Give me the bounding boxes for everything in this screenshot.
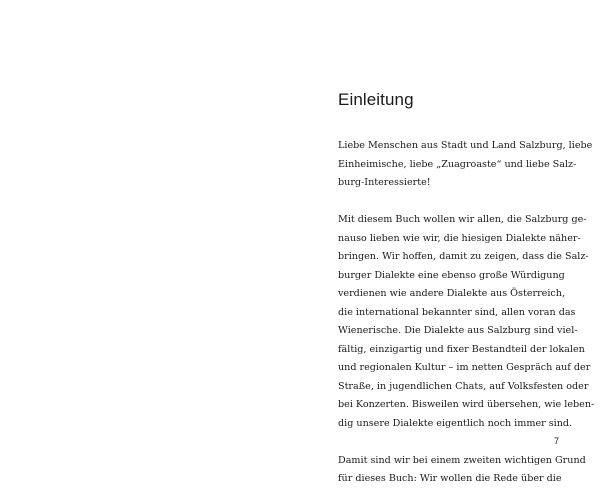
text-line: fältig, einzigartig und fixer Bestandteil der lokalen xyxy=(338,343,585,355)
text-line: die international bekannter sind, allen voran das xyxy=(338,306,576,318)
paragraph-gap xyxy=(338,433,560,452)
body-text xyxy=(338,137,595,489)
left-page-blank xyxy=(0,0,300,469)
text-line: für dieses Buch: Wir wollen die Rede über die xyxy=(338,473,562,484)
chapter-title: Einleitung xyxy=(338,90,414,109)
text-line: verdienen wie andere Dialekte aus Österreich, xyxy=(338,288,566,299)
paragraph-second-reason xyxy=(338,452,586,489)
text-line: burg-Interessierte! xyxy=(338,177,431,188)
page-number: 7 xyxy=(554,436,560,446)
text-line: Damit sind wir bei einem zweiten wichtigen Grund xyxy=(338,454,586,466)
text-line: und regionalen Kultur – im netten Gespräch auf der xyxy=(338,362,591,373)
text-line: bei Konzerten. Bisweilen wird übersehen, wie leben- xyxy=(338,399,595,410)
text-line: nauso lieben wie wir, die hiesigen Dialekte näher- xyxy=(338,232,581,244)
text-line: Einheimische, liebe „Zuagroaste“ und liebe Salz- xyxy=(338,158,577,170)
text-line: Liebe Menschen aus Stadt und Land Salzburg, liebe xyxy=(338,140,593,151)
text-line: burger Dialekte eine ebenso große Würdigung xyxy=(338,269,565,281)
text-line: Straße, in jugendlichen Chats, auf Volksfesten oder xyxy=(338,380,589,392)
paragraph-purpose xyxy=(338,211,595,433)
text-line: dig unsere Dialekte eigentlich noch immer sind. xyxy=(338,417,573,429)
text-line: bringen. Wir hoffen, damit zu zeigen, dass die Salz- xyxy=(338,251,589,262)
text-line: Mit diesem Buch wollen wir allen, die Salzburg ge- xyxy=(338,214,587,225)
paragraph-greeting xyxy=(338,137,593,193)
text-line: Wienerische. Die Dialekte aus Salzburg sind viel- xyxy=(338,325,578,336)
paragraph-gap xyxy=(338,193,560,212)
